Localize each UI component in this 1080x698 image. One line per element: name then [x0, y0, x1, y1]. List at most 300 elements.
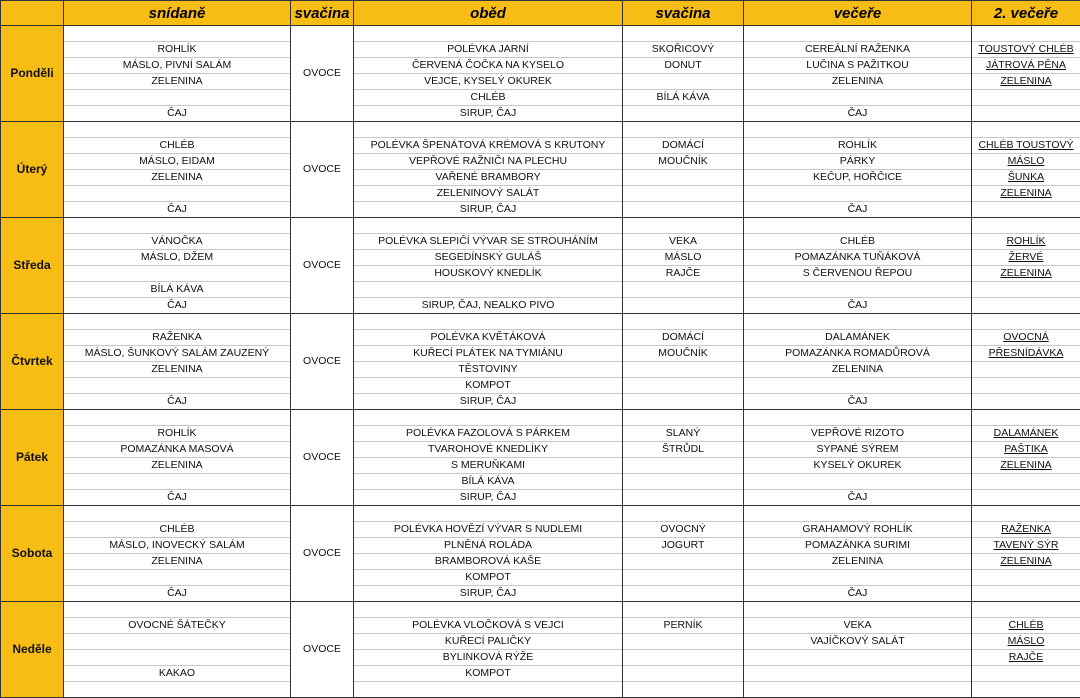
- cell-druha-vecere[interactable]: [972, 522, 1080, 538]
- cell-druha-vecere[interactable]: [972, 602, 1080, 618]
- cell-snidane[interactable]: [64, 442, 291, 458]
- cell-svacina-odpoledne[interactable]: [623, 522, 744, 538]
- cell-text: MOUČNÍK: [658, 347, 708, 359]
- cell-vecere[interactable]: [744, 106, 972, 122]
- cell-text: ŠTRŮDL: [662, 443, 704, 455]
- cell-text: SIRUP, ČAJ: [460, 107, 516, 119]
- cell-text: KUŘECÍ PLÁTEK NA TYMIÁNU: [413, 347, 563, 359]
- cell-druha-vecere[interactable]: [972, 634, 1080, 650]
- cell-text: KOMPOT: [465, 667, 511, 679]
- cell-druha-vecere[interactable]: [972, 26, 1080, 42]
- cell-text: VEPŘOVÉ RAŽNIČI NA PLECHU: [409, 155, 567, 167]
- cell-text: KUŘECÍ PALIČKY: [445, 635, 531, 647]
- cell-snidane[interactable]: [64, 362, 291, 378]
- cell-druha-vecere[interactable]: [972, 362, 1080, 378]
- cell-obed[interactable]: [354, 538, 623, 554]
- cell-druha-vecere[interactable]: [972, 154, 1080, 170]
- cell-druha-vecere[interactable]: [972, 234, 1080, 250]
- cell-snidane[interactable]: [64, 474, 291, 490]
- cell-vecere[interactable]: [744, 378, 972, 394]
- table-row: [1, 314, 1080, 330]
- cell-snidane[interactable]: [64, 42, 291, 58]
- cell-snidane[interactable]: [64, 266, 291, 282]
- header-druha-vecere[interactable]: 2. večeře: [972, 1, 1080, 26]
- cell-text: ŠUNKA: [1008, 171, 1044, 183]
- cell-svacina-dopoledne[interactable]: OVOCE: [291, 314, 354, 410]
- cell-snidane[interactable]: [64, 138, 291, 154]
- cell-text: ČAJ: [848, 491, 868, 503]
- cell-svacina-dopoledne[interactable]: OVOCE: [291, 122, 354, 218]
- cell-obed[interactable]: [354, 42, 623, 58]
- cell-druha-vecere[interactable]: [972, 266, 1080, 282]
- table-row: [1, 154, 1080, 170]
- cell-obed[interactable]: [354, 74, 623, 90]
- cell-obed[interactable]: [354, 458, 623, 474]
- cell-obed[interactable]: [354, 218, 623, 234]
- day-label[interactable]: Středa: [1, 218, 64, 314]
- cell-snidane[interactable]: [64, 634, 291, 650]
- cell-snidane[interactable]: [64, 346, 291, 362]
- cell-svacina-odpoledne[interactable]: [623, 234, 744, 250]
- cell-text: ČAJ: [848, 203, 868, 215]
- cell-obed[interactable]: [354, 186, 623, 202]
- cell-snidane[interactable]: [64, 106, 291, 122]
- cell-druha-vecere[interactable]: [972, 138, 1080, 154]
- cell-text: SLANÝ: [666, 427, 700, 439]
- cell-snidane[interactable]: [64, 170, 291, 186]
- cell-svacina-dopoledne[interactable]: OVOCE: [291, 26, 354, 122]
- cell-svacina-odpoledne[interactable]: [623, 154, 744, 170]
- cell-text: TOUSTOVÝ CHLÉB: [978, 43, 1073, 55]
- cell-obed[interactable]: [354, 426, 623, 442]
- cell-svacina-odpoledne[interactable]: [623, 26, 744, 42]
- cell-druha-vecere[interactable]: [972, 250, 1080, 266]
- cell-svacina-odpoledne[interactable]: [623, 266, 744, 282]
- cell-vecere[interactable]: [744, 410, 972, 426]
- cell-vecere[interactable]: [744, 490, 972, 506]
- cell-vecere[interactable]: [744, 138, 972, 154]
- header-svacina-2[interactable]: svačina: [623, 1, 744, 26]
- cell-text: ZELENINOVÝ SALÁT: [437, 187, 540, 199]
- cell-svacina-odpoledne[interactable]: [623, 122, 744, 138]
- cell-vecere[interactable]: [744, 570, 972, 586]
- table-row: [1, 602, 1080, 618]
- cell-svacina-odpoledne[interactable]: [623, 170, 744, 186]
- cell-snidane[interactable]: [64, 570, 291, 586]
- cell-vecere[interactable]: [744, 42, 972, 58]
- cell-druha-vecere[interactable]: [972, 298, 1080, 314]
- table-row: [1, 42, 1080, 58]
- cell-obed[interactable]: [354, 90, 623, 106]
- table-row: [1, 298, 1080, 314]
- cell-svacina-dopoledne[interactable]: OVOCE: [291, 602, 354, 698]
- cell-vecere[interactable]: [744, 90, 972, 106]
- cell-svacina-odpoledne[interactable]: [623, 330, 744, 346]
- cell-text: SEGEDÍNSKÝ GULÁŠ: [435, 251, 542, 263]
- cell-druha-vecere[interactable]: [972, 346, 1080, 362]
- cell-obed[interactable]: [354, 474, 623, 490]
- cell-druha-vecere[interactable]: [972, 314, 1080, 330]
- cell-svacina-odpoledne[interactable]: [623, 490, 744, 506]
- cell-obed[interactable]: [354, 634, 623, 650]
- cell-text: PAŠTIKA: [1004, 443, 1048, 455]
- table-row: [1, 442, 1080, 458]
- cell-druha-vecere[interactable]: [972, 682, 1080, 698]
- cell-obed[interactable]: [354, 570, 623, 586]
- cell-snidane[interactable]: [64, 330, 291, 346]
- cell-svacina-odpoledne[interactable]: [623, 106, 744, 122]
- cell-vecere[interactable]: [744, 506, 972, 522]
- cell-text: POLÉVKA JARNÍ: [447, 43, 529, 55]
- cell-druha-vecere[interactable]: [972, 282, 1080, 298]
- cell-druha-vecere[interactable]: [972, 202, 1080, 218]
- cell-druha-vecere[interactable]: [972, 58, 1080, 74]
- cell-svacina-dopoledne[interactable]: OVOCE: [291, 218, 354, 314]
- cell-svacina-dopoledne[interactable]: OVOCE: [291, 410, 354, 506]
- cell-text: POLÉVKA VLOČKOVÁ S VEJCI: [412, 619, 564, 631]
- cell-druha-vecere[interactable]: [972, 666, 1080, 682]
- day-label[interactable]: Pátek: [1, 410, 64, 506]
- cell-obed[interactable]: [354, 378, 623, 394]
- cell-vecere[interactable]: [744, 586, 972, 602]
- cell-svacina-odpoledne[interactable]: [623, 138, 744, 154]
- cell-snidane[interactable]: [64, 554, 291, 570]
- cell-svacina-odpoledne[interactable]: [623, 602, 744, 618]
- cell-snidane[interactable]: [64, 538, 291, 554]
- cell-text: TĚSTOVINY: [458, 363, 517, 375]
- cell-snidane[interactable]: [64, 282, 291, 298]
- cell-svacina-odpoledne[interactable]: [623, 458, 744, 474]
- cell-obed[interactable]: [354, 170, 623, 186]
- cell-snidane[interactable]: [64, 506, 291, 522]
- cell-text: ZELENINA: [832, 555, 883, 567]
- cell-text: ROHLÍK: [157, 427, 196, 439]
- cell-snidane[interactable]: [64, 410, 291, 426]
- cell-druha-vecere[interactable]: [972, 90, 1080, 106]
- cell-druha-vecere[interactable]: [972, 218, 1080, 234]
- cell-druha-vecere[interactable]: [972, 538, 1080, 554]
- cell-obed[interactable]: [354, 298, 623, 314]
- cell-text: VEJCE, KYSELÝ OKUREK: [424, 75, 552, 87]
- cell-text: KAKAO: [159, 667, 195, 679]
- cell-svacina-odpoledne[interactable]: [623, 362, 744, 378]
- cell-snidane[interactable]: [64, 602, 291, 618]
- table-row: [1, 618, 1080, 634]
- cell-vecere[interactable]: [744, 362, 972, 378]
- cell-vecere[interactable]: [744, 634, 972, 650]
- day-label[interactable]: Sobota: [1, 506, 64, 602]
- cell-vecere[interactable]: [744, 234, 972, 250]
- cell-snidane[interactable]: [64, 26, 291, 42]
- cell-svacina-odpoledne[interactable]: [623, 474, 744, 490]
- cell-svacina-odpoledne[interactable]: [623, 74, 744, 90]
- table-row: [1, 650, 1080, 666]
- header-obed[interactable]: oběd: [354, 1, 623, 26]
- header-snidane[interactable]: snídaně: [64, 1, 291, 26]
- cell-text: VÁNOČKA: [151, 235, 202, 247]
- cell-vecere[interactable]: [744, 186, 972, 202]
- cell-svacina-odpoledne[interactable]: [623, 298, 744, 314]
- cell-obed[interactable]: [354, 650, 623, 666]
- cell-vecere[interactable]: [744, 26, 972, 42]
- cell-obed[interactable]: [354, 154, 623, 170]
- cell-svacina-odpoledne[interactable]: [623, 42, 744, 58]
- cell-snidane[interactable]: [64, 314, 291, 330]
- cell-svacina-odpoledne[interactable]: [623, 394, 744, 410]
- cell-text: VEKA: [669, 235, 697, 247]
- cell-svacina-odpoledne[interactable]: [623, 506, 744, 522]
- cell-druha-vecere[interactable]: [972, 122, 1080, 138]
- cell-svacina-odpoledne[interactable]: [623, 186, 744, 202]
- cell-obed[interactable]: [354, 490, 623, 506]
- cell-text: DOMÁCÍ: [662, 139, 704, 151]
- cell-snidane[interactable]: [64, 682, 291, 698]
- cell-obed[interactable]: [354, 330, 623, 346]
- cell-text: ZELENINA: [1000, 267, 1051, 279]
- cell-obed[interactable]: [354, 58, 623, 74]
- cell-obed[interactable]: [354, 618, 623, 634]
- cell-text: DOMÁCÍ: [662, 331, 704, 343]
- cell-snidane[interactable]: [64, 122, 291, 138]
- cell-vecere[interactable]: [744, 218, 972, 234]
- cell-druha-vecere[interactable]: [972, 570, 1080, 586]
- cell-snidane[interactable]: [64, 186, 291, 202]
- cell-snidane[interactable]: [64, 650, 291, 666]
- cell-svacina-odpoledne[interactable]: [623, 554, 744, 570]
- cell-text: ZELENINA: [832, 75, 883, 87]
- cell-druha-vecere[interactable]: [972, 170, 1080, 186]
- cell-druha-vecere[interactable]: [972, 586, 1080, 602]
- cell-druha-vecere[interactable]: [972, 618, 1080, 634]
- cell-snidane[interactable]: [64, 90, 291, 106]
- table-row: [1, 106, 1080, 122]
- cell-text: ZELENINA: [151, 555, 202, 567]
- cell-text: MÁSLO, DŽEM: [141, 251, 213, 263]
- cell-svacina-dopoledne[interactable]: OVOCE: [291, 506, 354, 602]
- cell-vecere[interactable]: [744, 74, 972, 90]
- cell-text: ČAJ: [167, 203, 187, 215]
- cell-svacina-odpoledne[interactable]: [623, 586, 744, 602]
- cell-svacina-odpoledne[interactable]: [623, 426, 744, 442]
- cell-text: MÁSLO, EIDAM: [139, 155, 215, 167]
- cell-druha-vecere[interactable]: [972, 106, 1080, 122]
- cell-obed[interactable]: [354, 266, 623, 282]
- cell-text: ČAJ: [848, 395, 868, 407]
- cell-text: OVOCNÉ ŠÁTEČKY: [128, 619, 225, 631]
- cell-svacina-odpoledne[interactable]: [623, 218, 744, 234]
- cell-druha-vecere[interactable]: [972, 554, 1080, 570]
- cell-vecere[interactable]: [744, 666, 972, 682]
- day-label[interactable]: Čtvrtek: [1, 314, 64, 410]
- cell-svacina-odpoledne[interactable]: [623, 618, 744, 634]
- cell-druha-vecere[interactable]: [972, 490, 1080, 506]
- cell-druha-vecere[interactable]: [972, 186, 1080, 202]
- cell-snidane[interactable]: [64, 458, 291, 474]
- cell-text: ČAJ: [167, 587, 187, 599]
- cell-obed[interactable]: [354, 554, 623, 570]
- cell-druha-vecere[interactable]: [972, 42, 1080, 58]
- cell-snidane[interactable]: [64, 298, 291, 314]
- day-label[interactable]: Ponděli: [1, 26, 64, 122]
- cell-obed[interactable]: [354, 682, 623, 698]
- cell-text: MÁSLO, ŠUNKOVÝ SALÁM ZAUZENÝ: [85, 347, 269, 359]
- cell-svacina-odpoledne[interactable]: [623, 650, 744, 666]
- cell-svacina-odpoledne[interactable]: [623, 538, 744, 554]
- cell-svacina-odpoledne[interactable]: [623, 90, 744, 106]
- cell-obed[interactable]: [354, 346, 623, 362]
- cell-svacina-odpoledne[interactable]: [623, 442, 744, 458]
- cell-text: GRAHAMOVÝ ROHLÍK: [802, 523, 912, 535]
- cell-obed[interactable]: [354, 138, 623, 154]
- cell-obed[interactable]: [354, 122, 623, 138]
- cell-text: VAJÍČKOVÝ SALÁT: [810, 635, 904, 647]
- cell-snidane[interactable]: [64, 58, 291, 74]
- cell-snidane[interactable]: [64, 394, 291, 410]
- cell-text: ŽERVÉ: [1009, 251, 1044, 263]
- cell-text: TVAROHOVÉ KNEDLÍKY: [428, 443, 548, 455]
- cell-obed[interactable]: [354, 106, 623, 122]
- cell-vecere[interactable]: [744, 58, 972, 74]
- cell-svacina-odpoledne[interactable]: [623, 570, 744, 586]
- cell-text: ČAJ: [167, 491, 187, 503]
- cell-vecere[interactable]: [744, 682, 972, 698]
- cell-obed[interactable]: [354, 202, 623, 218]
- cell-snidane[interactable]: [64, 522, 291, 538]
- cell-svacina-odpoledne[interactable]: [623, 378, 744, 394]
- header-corner[interactable]: [1, 1, 64, 26]
- cell-vecere[interactable]: [744, 346, 972, 362]
- cell-svacina-odpoledne[interactable]: [623, 634, 744, 650]
- cell-vecere[interactable]: [744, 618, 972, 634]
- day-label[interactable]: Neděle: [1, 602, 64, 698]
- table-row: [1, 330, 1080, 346]
- cell-vecere[interactable]: [744, 250, 972, 266]
- table-row: [1, 522, 1080, 538]
- cell-obed[interactable]: [354, 250, 623, 266]
- cell-vecere[interactable]: [744, 474, 972, 490]
- cell-text: POMAZÁNKA TUŇÁKOVÁ: [795, 251, 921, 263]
- cell-druha-vecere[interactable]: [972, 458, 1080, 474]
- cell-snidane[interactable]: [64, 666, 291, 682]
- cell-vecere[interactable]: [744, 602, 972, 618]
- cell-obed[interactable]: [354, 282, 623, 298]
- cell-obed[interactable]: [354, 314, 623, 330]
- cell-svacina-odpoledne[interactable]: [623, 314, 744, 330]
- cell-druha-vecere[interactable]: [972, 410, 1080, 426]
- cell-vecere[interactable]: [744, 330, 972, 346]
- cell-druha-vecere[interactable]: [972, 426, 1080, 442]
- cell-vecere[interactable]: [744, 202, 972, 218]
- cell-vecere[interactable]: [744, 554, 972, 570]
- day-label[interactable]: Úterý: [1, 122, 64, 218]
- table-row: [1, 234, 1080, 250]
- cell-obed[interactable]: [354, 394, 623, 410]
- cell-svacina-odpoledne[interactable]: [623, 346, 744, 362]
- cell-text: ČAJ: [167, 107, 187, 119]
- cell-svacina-odpoledne[interactable]: [623, 682, 744, 698]
- cell-text: KOMPOT: [465, 571, 511, 583]
- cell-druha-vecere[interactable]: [972, 330, 1080, 346]
- cell-obed[interactable]: [354, 522, 623, 538]
- cell-text: CHLÉB: [840, 235, 875, 247]
- table-row: [1, 362, 1080, 378]
- cell-snidane[interactable]: [64, 218, 291, 234]
- cell-text: OVOCNÁ: [1003, 331, 1049, 343]
- cell-vecere[interactable]: [744, 442, 972, 458]
- cell-vecere[interactable]: [744, 426, 972, 442]
- cell-druha-vecere[interactable]: [972, 442, 1080, 458]
- cell-druha-vecere[interactable]: [972, 394, 1080, 410]
- cell-text: SIRUP, ČAJ, NEALKO PIVO: [422, 299, 555, 311]
- cell-svacina-odpoledne[interactable]: [623, 666, 744, 682]
- header-svacina-1[interactable]: svačina: [291, 1, 354, 26]
- cell-vecere[interactable]: [744, 282, 972, 298]
- cell-snidane[interactable]: [64, 234, 291, 250]
- table-row: [1, 682, 1080, 698]
- cell-obed[interactable]: [354, 234, 623, 250]
- cell-text: MOUČNÍK: [658, 155, 708, 167]
- cell-obed[interactable]: [354, 362, 623, 378]
- cell-obed[interactable]: [354, 666, 623, 682]
- cell-snidane[interactable]: [64, 618, 291, 634]
- cell-snidane[interactable]: [64, 202, 291, 218]
- cell-vecere[interactable]: [744, 522, 972, 538]
- cell-obed[interactable]: [354, 506, 623, 522]
- cell-text: ZELENINA: [1000, 459, 1051, 471]
- cell-vecere[interactable]: [744, 538, 972, 554]
- cell-vecere[interactable]: [744, 122, 972, 138]
- cell-vecere[interactable]: [744, 394, 972, 410]
- cell-text: PŘESNÍDÁVKA: [989, 347, 1064, 359]
- cell-svacina-odpoledne[interactable]: [623, 282, 744, 298]
- cell-snidane[interactable]: [64, 378, 291, 394]
- cell-vecere[interactable]: [744, 458, 972, 474]
- cell-snidane[interactable]: [64, 490, 291, 506]
- cell-snidane[interactable]: [64, 586, 291, 602]
- cell-vecere[interactable]: [744, 266, 972, 282]
- header-vecere[interactable]: večeře: [744, 1, 972, 26]
- cell-druha-vecere[interactable]: [972, 74, 1080, 90]
- cell-snidane[interactable]: [64, 250, 291, 266]
- cell-svacina-odpoledne[interactable]: [623, 202, 744, 218]
- cell-text: ČERVENÁ ČOČKA NA KYSELO: [412, 59, 564, 71]
- cell-druha-vecere[interactable]: [972, 650, 1080, 666]
- table-row: [1, 202, 1080, 218]
- cell-obed[interactable]: [354, 410, 623, 426]
- cell-vecere[interactable]: [744, 298, 972, 314]
- cell-obed[interactable]: [354, 26, 623, 42]
- cell-vecere[interactable]: [744, 170, 972, 186]
- cell-snidane[interactable]: [64, 154, 291, 170]
- cell-text: POLÉVKA HOVĚZÍ VÝVAR S NUDLEMI: [394, 523, 582, 535]
- cell-obed[interactable]: [354, 586, 623, 602]
- cell-vecere[interactable]: [744, 154, 972, 170]
- cell-snidane[interactable]: [64, 426, 291, 442]
- cell-druha-vecere[interactable]: [972, 474, 1080, 490]
- cell-vecere[interactable]: [744, 314, 972, 330]
- cell-svacina-odpoledne[interactable]: [623, 58, 744, 74]
- cell-svacina-odpoledne[interactable]: [623, 250, 744, 266]
- cell-text: ZELENINA: [1000, 555, 1051, 567]
- cell-vecere[interactable]: [744, 650, 972, 666]
- cell-obed[interactable]: [354, 442, 623, 458]
- cell-druha-vecere[interactable]: [972, 378, 1080, 394]
- cell-obed[interactable]: [354, 602, 623, 618]
- cell-text: ZELENINA: [832, 363, 883, 375]
- cell-svacina-odpoledne[interactable]: [623, 410, 744, 426]
- cell-snidane[interactable]: [64, 74, 291, 90]
- cell-druha-vecere[interactable]: [972, 506, 1080, 522]
